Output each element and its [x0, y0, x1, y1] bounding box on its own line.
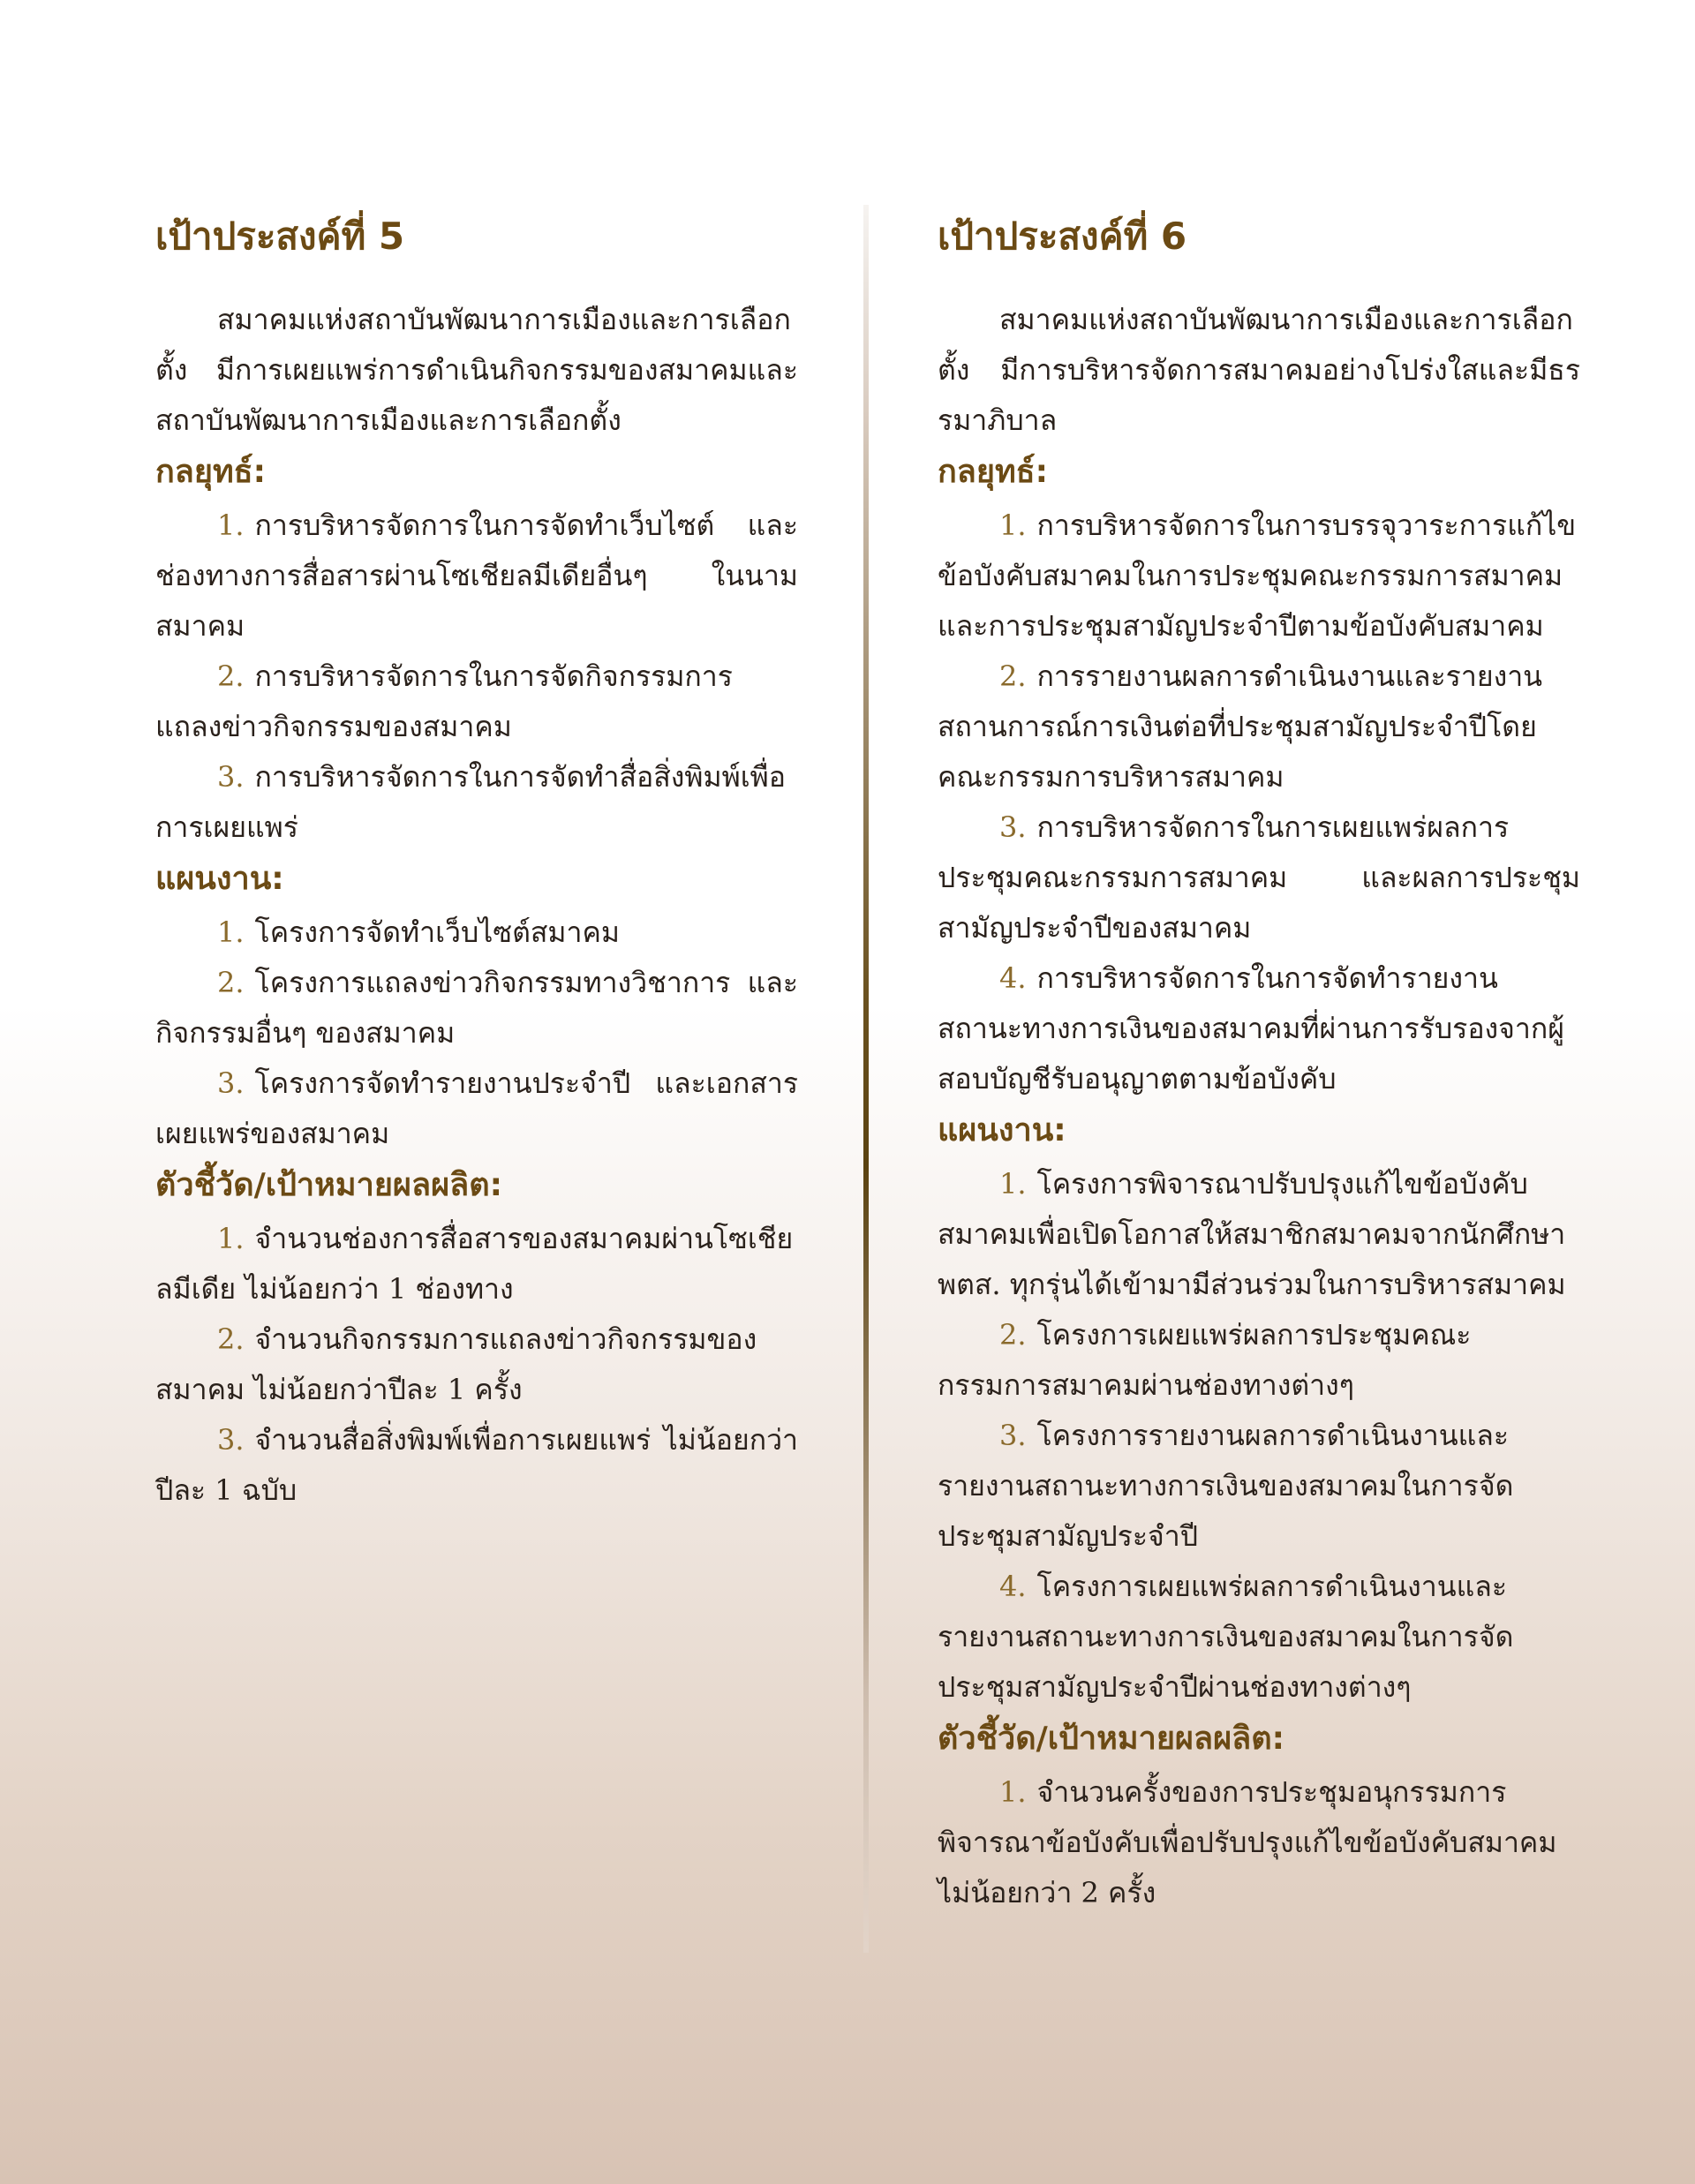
item-text: จำนวนช่องการสื่อสารของสมาคมผ่านโซเชียลมีเดีย ไม่น้อยกว่า 1 ช่องทาง: [155, 1222, 794, 1306]
goal-5-kpi-heading: ตัวชี้วัด/เป้าหมายผลผลิต:: [155, 1167, 502, 1203]
item-number: 3.: [999, 810, 1027, 844]
item-number: 1.: [999, 1775, 1027, 1809]
goal-6-column: [938, 212, 1580, 1918]
goal-5-strategy-heading: กลยุทธ์:: [155, 454, 267, 490]
item-text: โครงการเผยแพร่ผลการประชุมคณะกรรมการสมาคมผ่านช่องทางต่างๆ: [938, 1318, 1472, 1402]
goal-5-strategy-item: [155, 501, 798, 651]
goal-5-plan-heading: แผนงาน:: [155, 861, 284, 897]
goal-6-strategy-item: [938, 501, 1580, 651]
item-text: โครงการพิจารณาปรับปรุงแก้ไขข้อบังคับสมาคมเพื่อเปิดโอกาสให้สมาชิกสมาคมจากนักศึกษา พตส. ทุกรุ่นได้เข้ามามีส่วนร่วมในการบริหารสมาคม: [938, 1167, 1566, 1301]
item-text: โครงการเผยแพร่ผลการดำเนินงานและรายงานสถานะทางการเงินของสมาคมในการจัดประชุมสามัญประจำปีผ่านช่องทางต่างๆ: [938, 1570, 1514, 1704]
goal-5-strategy-item: [155, 752, 798, 853]
goal-6-description: สมาคมแห่งสถาบันพัฒนาการเมืองและการเลือกตั้ง มีการบริหารจัดการสมาคมอย่างโปร่งใสและมีธรรมาภิบาล: [938, 303, 1580, 437]
goal-5-strategy-item: [155, 651, 798, 752]
goal-6-plan-item: [938, 1310, 1580, 1411]
goal-5-title: เป้าประสงค์ที่ 5: [155, 215, 405, 258]
goal-5-kpi-item: [155, 1214, 798, 1314]
item-number: 3.: [217, 1066, 245, 1100]
goal-5-column: [155, 212, 798, 1516]
goal-6-strategy-item: [938, 953, 1580, 1104]
item-number: 2.: [217, 966, 245, 999]
goal-6-title: เป้าประสงค์ที่ 6: [938, 215, 1187, 258]
goal-6-strategy-item: [938, 802, 1580, 953]
goal-5-plan-item: [155, 907, 798, 958]
item-text: จำนวนสื่อสิ่งพิมพ์เพื่อการเผยแพร่ ไม่น้อยกว่าปีละ 1 ฉบับ: [155, 1423, 798, 1507]
item-number: 2.: [217, 659, 245, 693]
column-divider: [863, 205, 869, 1953]
item-text: จำนวนครั้งของการประชุมอนุกรรมการพิจารณาข้อบังคับเพื่อปรับปรุงแก้ไขข้อบังคับสมาคม ไม่น้อยกว่า 2 ครั้ง: [938, 1775, 1557, 1909]
item-text: การบริหารจัดการในการจัดกิจกรรมการแถลงข่าวกิจกรรมของสมาคม: [155, 659, 733, 743]
item-number: 1.: [217, 915, 245, 949]
item-number: 3.: [999, 1419, 1027, 1452]
item-number: 4.: [999, 961, 1027, 995]
item-text: จำนวนกิจกรรมการแถลงข่าวกิจกรรมของสมาคม ไม่น้อยกว่าปีละ 1 ครั้ง: [155, 1322, 757, 1406]
item-number: 1.: [999, 508, 1027, 542]
item-number: 3.: [217, 760, 245, 794]
goal-6-strategy-item: [938, 651, 1580, 802]
goal-5-description: สมาคมแห่งสถาบันพัฒนาการเมืองและการเลือกตั้ง มีการเผยแพร่การดำเนินกิจกรรมของสมาคมและสถาบันพัฒนาการเมืองและการเลือกตั้ง: [155, 303, 798, 437]
goal-6-strategy-heading: กลยุทธ์:: [938, 454, 1049, 490]
goal-5-plan-item: [155, 1058, 798, 1159]
item-number: 2.: [217, 1322, 245, 1356]
item-number: 1.: [217, 1222, 245, 1255]
goal-6-kpi-heading: ตัวชี้วัด/เป้าหมายผลผลิต:: [938, 1721, 1284, 1757]
goal-5-kpi-item: [155, 1415, 798, 1516]
goal-5-plan-item: [155, 958, 798, 1058]
goal-6-plan-item: [938, 1159, 1580, 1310]
item-number: 1.: [999, 1167, 1027, 1201]
item-text: การบริหารจัดการในการจัดทำรายงานสถานะทางการเงินของสมาคมที่ผ่านการรับรองจากผู้สอบบัญชีรับอนุญาตตามข้อบังคับ: [938, 961, 1564, 1096]
item-text: การรายงานผลการดำเนินงานและรายงานสถานการณ์การเงินต่อที่ประชุมสามัญประจำปีโดยคณะกรรมการบริหารสมาคม: [938, 659, 1543, 794]
item-text: โครงการแถลงข่าวกิจกรรมทางวิชาการ และกิจกรรมอื่นๆ ของสมาคม: [155, 966, 798, 1050]
item-text: การบริหารจัดการในการเผยแพร่ผลการประชุมคณะกรรมการสมาคม และผลการประชุมสามัญประจำปีของสมาคม: [938, 810, 1580, 945]
item-number: 2.: [999, 659, 1027, 693]
item-number: 4.: [999, 1570, 1027, 1603]
goal-6-plan-item: [938, 1411, 1580, 1562]
item-number: 3.: [217, 1423, 245, 1457]
goal-6-kpi-item: [938, 1767, 1580, 1918]
goal-5-kpi-item: [155, 1314, 798, 1415]
goal-6-plan-heading: แผนงาน:: [938, 1112, 1066, 1148]
item-text: การบริหารจัดการในการบรรจุวาระการแก้ไขข้อบังคับสมาคมในการประชุมคณะกรรมการสมาคมและการประชุมสามัญประจำปีตามข้อบังคับสมาคม: [938, 508, 1577, 643]
item-number: 2.: [999, 1318, 1027, 1352]
goal-6-plan-item: [938, 1562, 1580, 1713]
item-text: โครงการจัดทำเว็บไซต์สมาคม: [254, 915, 620, 949]
item-text: การบริหารจัดการในการจัดทำเว็บไซต์ และช่องทางการสื่อสารผ่านโซเชียลมีเดียอื่นๆ ในนามสมาคม: [155, 508, 798, 643]
item-text: โครงการรายงานผลการดำเนินงานและรายงานสถานะทางการเงินของสมาคมในการจัดประชุมสามัญประจำปี: [938, 1419, 1514, 1553]
item-number: 1.: [217, 508, 245, 542]
item-text: การบริหารจัดการในการจัดทำสื่อสิ่งพิมพ์เพื่อการเผยแพร่: [155, 760, 786, 844]
item-text: โครงการจัดทำรายงานประจำปี และเอกสารเผยแพร่ของสมาคม: [155, 1066, 798, 1150]
